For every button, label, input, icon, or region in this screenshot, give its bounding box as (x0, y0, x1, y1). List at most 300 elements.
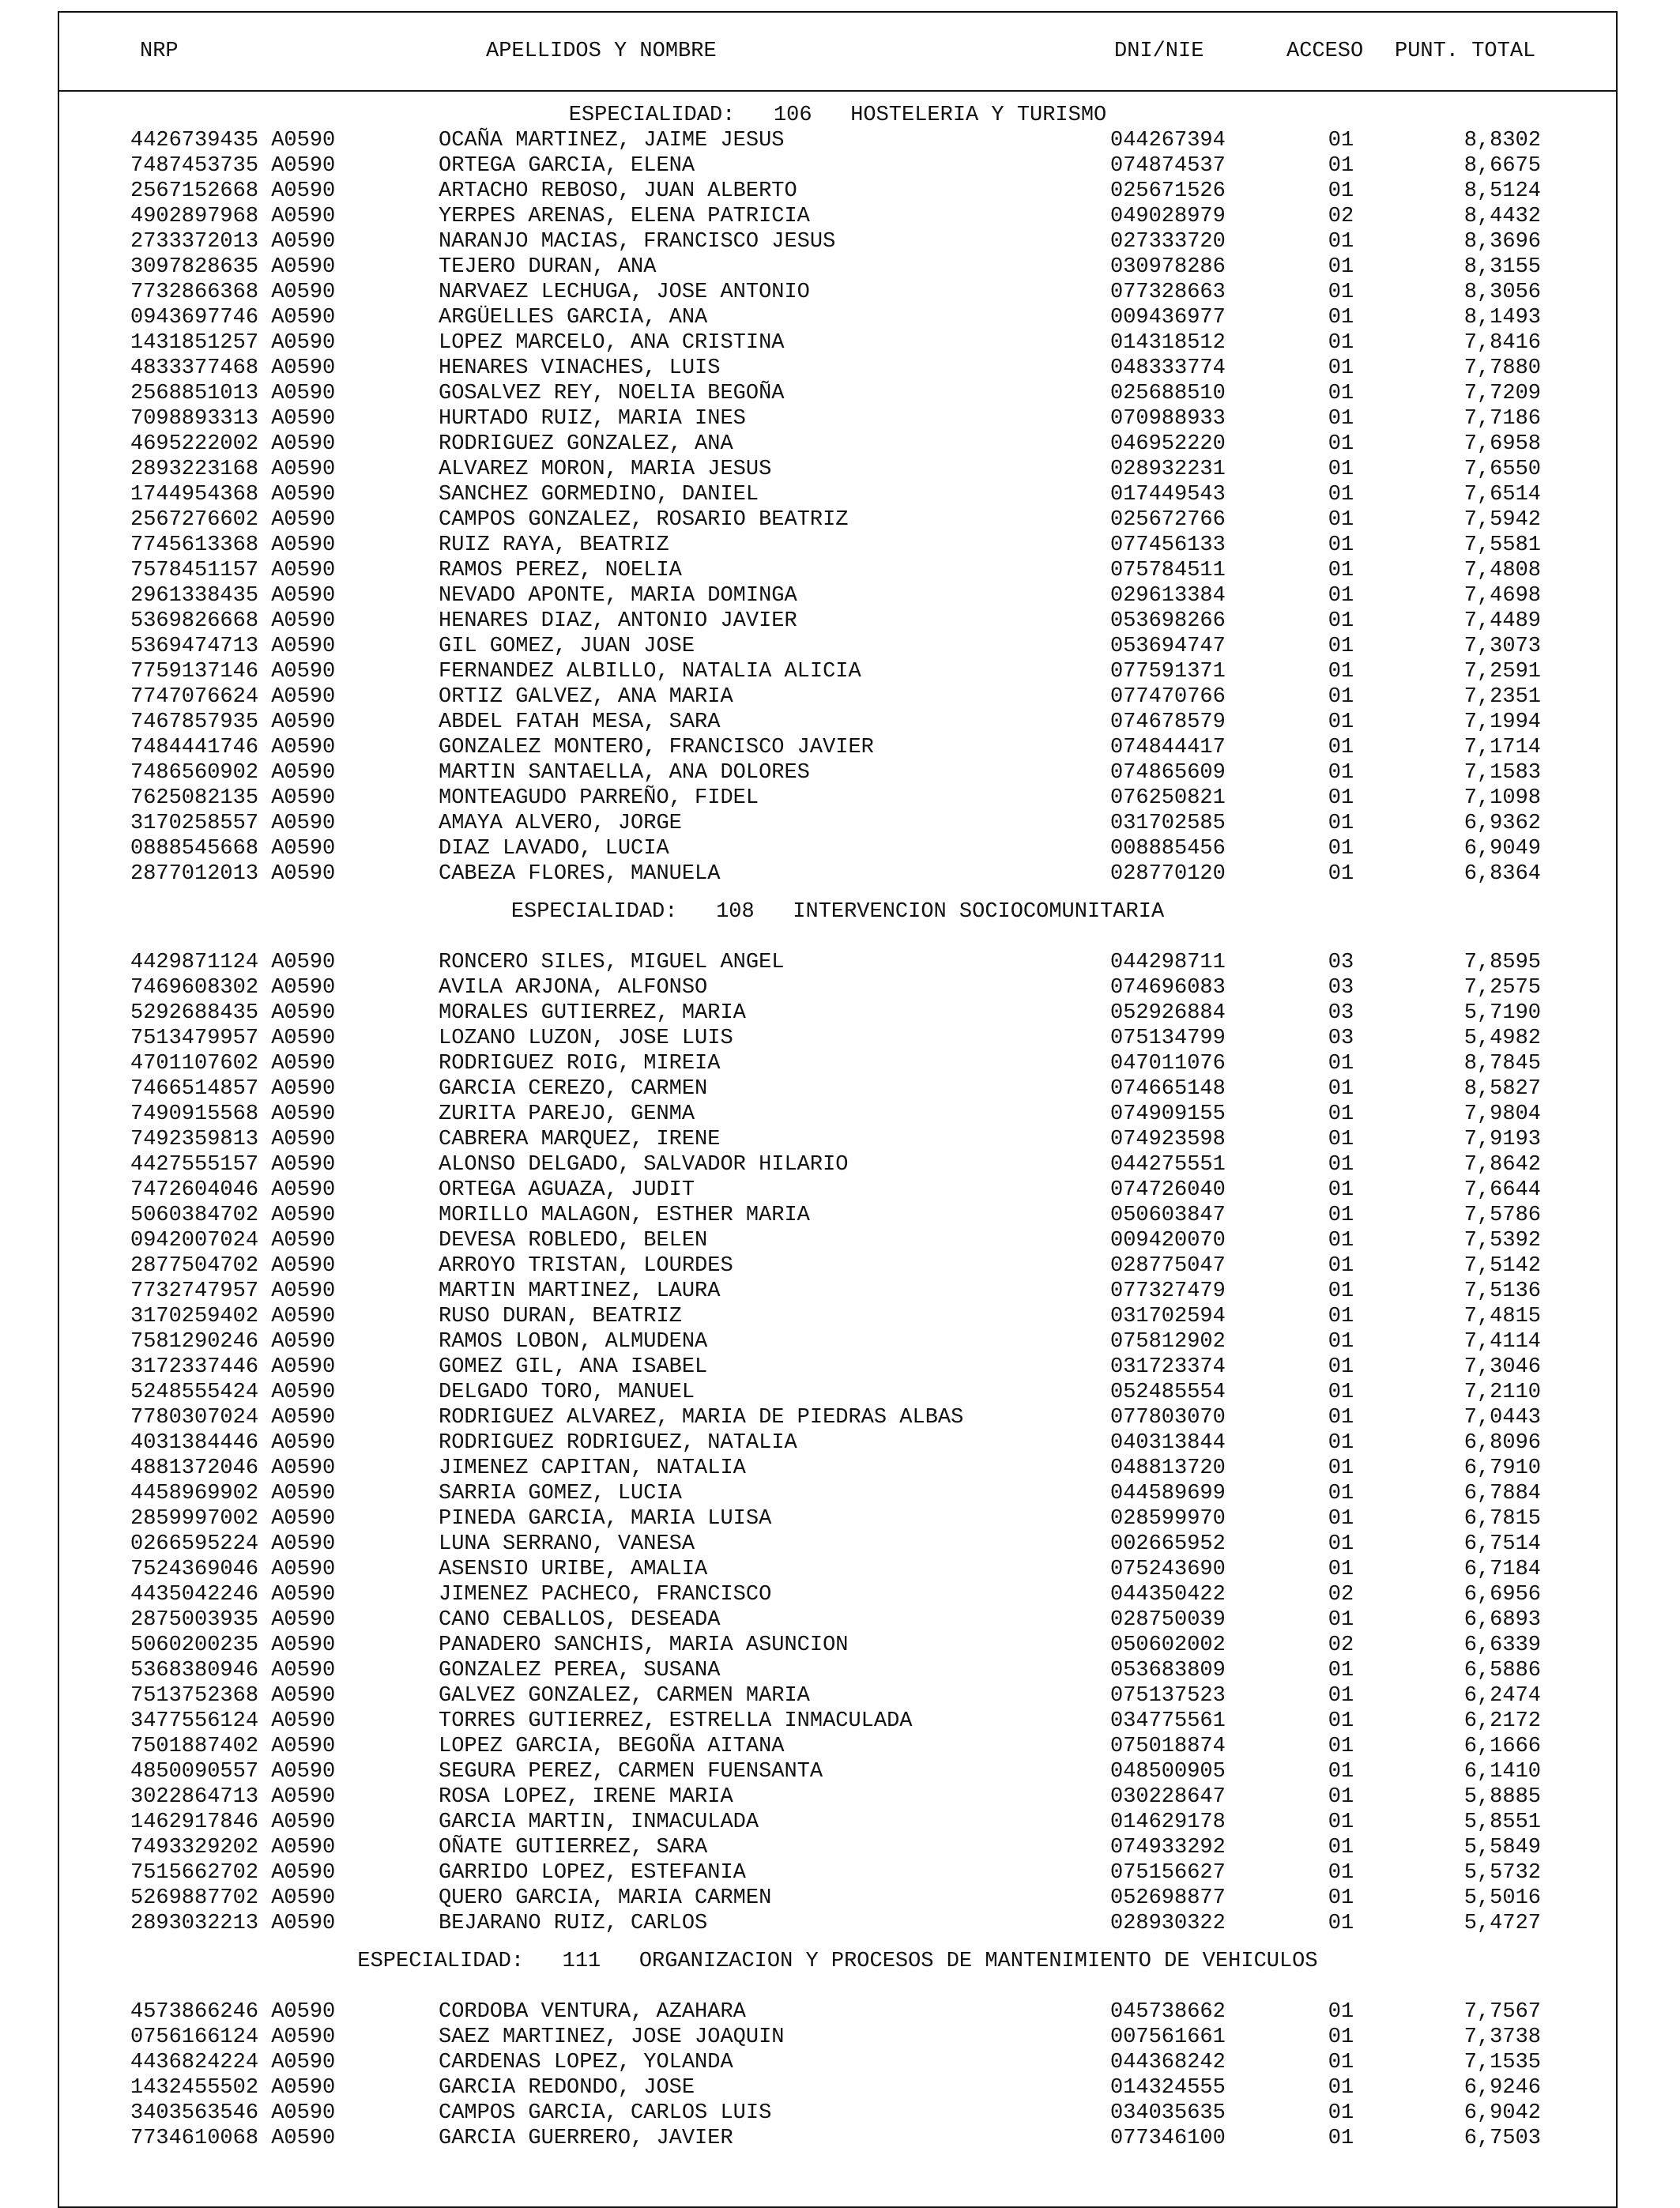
row-access: 01 (1328, 1709, 1354, 1733)
row-dni: 050602002 (1110, 1633, 1226, 1657)
header-score: PUNT. TOTAL (1395, 40, 1536, 63)
row-name: SANCHEZ GORMEDINO, DANIEL (439, 483, 759, 507)
row-dni: 077456133 (1110, 533, 1226, 557)
row-nrp: 2568851013 A0590 (130, 382, 336, 405)
row-nrp: 2567152668 A0590 (130, 179, 336, 203)
row-access: 03 (1328, 1027, 1354, 1050)
table-row (59, 1658, 1616, 1683)
row-score: 6,9042 (1463, 2101, 1541, 2125)
row-name: GARCIA CEREZO, CARMEN (439, 1077, 708, 1101)
row-nrp: 4833377468 A0590 (130, 356, 336, 380)
table-row (59, 457, 1616, 482)
row-access: 01 (1328, 1052, 1354, 1076)
row-dni: 070988933 (1110, 407, 1226, 431)
row-dni: 009436977 (1110, 306, 1226, 330)
row-nrp: 7578451157 A0590 (130, 559, 336, 582)
row-access: 01 (1328, 1659, 1354, 1682)
row-name: JIMENEZ CAPITAN, NATALIA (439, 1456, 746, 1480)
table-row (59, 1203, 1616, 1228)
row-nrp: 2567276602 A0590 (130, 508, 336, 532)
row-name: RUIZ RAYA, BEATRIZ (439, 533, 669, 557)
table-row (59, 507, 1616, 533)
row-access: 01 (1328, 255, 1354, 279)
row-nrp: 4426739435 A0590 (130, 129, 336, 153)
row-access: 01 (1328, 1886, 1354, 1910)
row-dni: 077346100 (1110, 2127, 1226, 2150)
row-score: 5,5849 (1463, 1836, 1541, 1859)
table-row (59, 1860, 1616, 1886)
row-score: 7,8595 (1463, 951, 1541, 974)
table-row (59, 356, 1616, 381)
row-dni: 044589699 (1110, 1482, 1226, 1505)
row-score: 6,8096 (1463, 1431, 1541, 1455)
table-row (59, 558, 1616, 583)
row-name: NARVAEZ LECHUGA, JOSE ANTONIO (439, 281, 810, 304)
row-score: 7,8416 (1463, 331, 1541, 355)
row-nrp: 7493329202 A0590 (130, 1836, 336, 1859)
row-dni: 077591371 (1110, 660, 1226, 684)
row-dni: 052698877 (1110, 1886, 1226, 1910)
table-row (59, 305, 1616, 330)
row-score: 7,9804 (1463, 1102, 1541, 1126)
row-dni: 044350422 (1110, 1583, 1226, 1607)
row-nrp: 3403563546 A0590 (130, 2101, 336, 2125)
row-dni: 014629178 (1110, 1810, 1226, 1834)
row-name: ORTIZ GALVEZ, ANA MARIA (439, 685, 733, 709)
row-name: MORILLO MALAGON, ESTHER MARIA (439, 1204, 810, 1227)
row-dni: 075134799 (1110, 1027, 1226, 1050)
row-name: YERPES ARENAS, ELENA PATRICIA (439, 205, 810, 228)
row-score: 6,1666 (1463, 1735, 1541, 1758)
row-score: 7,1994 (1463, 710, 1541, 734)
row-access: 01 (1328, 2000, 1354, 2024)
row-name: CARDENAS LOPEZ, YOLANDA (439, 2051, 733, 2074)
table-row (59, 1152, 1616, 1177)
row-access: 01 (1328, 635, 1354, 658)
spacer (59, 887, 1616, 899)
table-row (59, 786, 1616, 811)
row-name: ORTEGA GARCIA, ELENA (439, 154, 695, 178)
table-row (59, 2126, 1616, 2151)
row-name: AVILA ARJONA, ALFONSO (439, 976, 708, 1000)
row-score: 7,2575 (1463, 976, 1541, 1000)
row-name: PANADERO SANCHIS, MARIA ASUNCION (439, 1633, 849, 1657)
results-list (59, 92, 1616, 2151)
row-name: RUSO DURAN, BEATRIZ (439, 1305, 682, 1328)
row-score: 7,5942 (1463, 508, 1541, 532)
table-row (59, 1835, 1616, 1860)
table-row (59, 330, 1616, 356)
row-score: 6,6893 (1463, 1608, 1541, 1632)
row-score: 7,4808 (1463, 559, 1541, 582)
row-score: 8,7845 (1463, 1052, 1541, 1076)
row-dni: 048813720 (1110, 1456, 1226, 1480)
table-row (59, 1810, 1616, 1835)
row-dni: 074678579 (1110, 710, 1226, 734)
row-access: 01 (1328, 660, 1354, 684)
row-dni: 053698266 (1110, 609, 1226, 633)
row-nrp: 7472604046 A0590 (130, 1178, 336, 1202)
row-nrp: 7098893313 A0590 (130, 407, 336, 431)
specialty-section (59, 1936, 1616, 2151)
row-dni: 028770120 (1110, 862, 1226, 886)
row-score: 6,7503 (1463, 2127, 1541, 2150)
row-nrp: 4031384446 A0590 (130, 1431, 336, 1455)
row-score: 7,3046 (1463, 1355, 1541, 1379)
row-nrp: 2877504702 A0590 (130, 1254, 336, 1278)
row-nrp: 2893223168 A0590 (130, 458, 336, 481)
row-name: LOPEZ MARCELO, ANA CRISTINA (439, 331, 785, 355)
spacer (59, 1936, 1616, 1949)
row-dni: 028930322 (1110, 1912, 1226, 1935)
row-dni: 046952220 (1110, 432, 1226, 456)
row-nrp: 7625082135 A0590 (130, 786, 336, 810)
row-dni: 074923598 (1110, 1128, 1226, 1151)
row-score: 5,8551 (1463, 1810, 1541, 1834)
row-dni: 075784511 (1110, 559, 1226, 582)
row-score: 7,7186 (1463, 407, 1541, 431)
row-access: 01 (1328, 1431, 1354, 1455)
table-row (59, 1405, 1616, 1430)
table-row (59, 583, 1616, 609)
row-access: 01 (1328, 2051, 1354, 2074)
row-access: 01 (1328, 1532, 1354, 1556)
row-score: 8,3696 (1463, 230, 1541, 254)
table-row (59, 431, 1616, 457)
row-dni: 074874537 (1110, 154, 1226, 178)
header-access: ACCESO (1286, 40, 1364, 63)
table-row (59, 1734, 1616, 1759)
row-name: GALVEZ GONZALEZ, CARMEN MARIA (439, 1684, 810, 1708)
row-nrp: 5369826668 A0590 (130, 609, 336, 633)
table-row (59, 1456, 1616, 1481)
row-name: SAEZ MARTINEZ, JOSE JOAQUIN (439, 2025, 785, 2049)
row-dni: 014318512 (1110, 331, 1226, 355)
row-access: 01 (1328, 356, 1354, 380)
table-row (59, 836, 1616, 861)
row-name: SARRIA GOMEZ, LUCIA (439, 1482, 682, 1505)
row-name: ZURITA PAREJO, GENMA (439, 1102, 695, 1126)
row-access: 01 (1328, 432, 1354, 456)
row-dni: 034035635 (1110, 2101, 1226, 2125)
row-dni: 025671526 (1110, 179, 1226, 203)
row-dni: 028932231 (1110, 458, 1226, 481)
row-dni: 025672766 (1110, 508, 1226, 532)
row-name: ALVAREZ MORON, MARIA JESUS (439, 458, 772, 481)
table-row (59, 760, 1616, 786)
row-name: GARCIA GUERRERO, JAVIER (439, 2127, 733, 2150)
document-frame (58, 11, 1618, 2208)
row-dni: 044368242 (1110, 2051, 1226, 2074)
row-access: 01 (1328, 1608, 1354, 1632)
row-dni: 052485554 (1110, 1381, 1226, 1404)
row-score: 6,7910 (1463, 1456, 1541, 1480)
row-name: RODRIGUEZ ALVAREZ, MARIA DE PIEDRAS ALBAS (439, 1406, 964, 1430)
row-score: 7,7880 (1463, 356, 1541, 380)
row-name: ARROYO TRISTAN, LOURDES (439, 1254, 733, 1278)
row-nrp: 4458969902 A0590 (130, 1482, 336, 1505)
row-score: 7,6958 (1463, 432, 1541, 456)
row-access: 01 (1328, 1912, 1354, 1935)
row-access: 02 (1328, 1583, 1354, 1607)
row-score: 7,1714 (1463, 736, 1541, 759)
table-row (59, 1582, 1616, 1607)
header-name: APELLIDOS Y NOMBRE (486, 40, 717, 63)
row-nrp: 7501887402 A0590 (130, 1735, 336, 1758)
row-dni: 074844417 (1110, 736, 1226, 759)
table-row (59, 179, 1616, 204)
row-dni: 030228647 (1110, 1785, 1226, 1809)
row-name: NEVADO APONTE, MARIA DOMINGA (439, 584, 797, 608)
row-dni: 050603847 (1110, 1204, 1226, 1227)
row-access: 01 (1328, 1760, 1354, 1784)
row-dni: 017449543 (1110, 483, 1226, 507)
row-nrp: 7747076624 A0590 (130, 685, 336, 709)
row-dni: 028599970 (1110, 1507, 1226, 1531)
row-dni: 075018874 (1110, 1735, 1226, 1758)
row-access: 02 (1328, 205, 1354, 228)
row-name: CAMPOS GARCIA, CARLOS LUIS (439, 2101, 772, 2125)
table-row (59, 1506, 1616, 1532)
row-nrp: 4881372046 A0590 (130, 1456, 336, 1480)
table-row (59, 533, 1616, 558)
row-dni: 075156627 (1110, 1861, 1226, 1885)
row-name: HENARES DIAZ, ANTONIO JAVIER (439, 609, 797, 633)
row-dni: 008885456 (1110, 837, 1226, 861)
row-access: 01 (1328, 1456, 1354, 1480)
row-access: 01 (1328, 1735, 1354, 1758)
table-row (59, 1355, 1616, 1380)
row-name: RAMOS PEREZ, NOELIA (439, 559, 682, 582)
row-nrp: 7513479957 A0590 (130, 1027, 336, 1050)
row-dni: 074726040 (1110, 1178, 1226, 1202)
row-score: 8,6675 (1463, 154, 1541, 178)
table-row (59, 735, 1616, 760)
row-dni: 074933292 (1110, 1836, 1226, 1859)
row-nrp: 4701107602 A0590 (130, 1052, 336, 1076)
row-score: 8,5827 (1463, 1077, 1541, 1101)
row-name: MARTIN SANTAELLA, ANA DOLORES (439, 761, 810, 785)
row-dni: 031702585 (1110, 812, 1226, 835)
table-row (59, 1683, 1616, 1709)
row-name: CANO CEBALLOS, DESEADA (439, 1608, 721, 1632)
row-name: GIL GOMEZ, JUAN JOSE (439, 635, 695, 658)
row-score: 6,7184 (1463, 1558, 1541, 1581)
row-nrp: 5369474713 A0590 (130, 635, 336, 658)
row-access: 01 (1328, 1153, 1354, 1177)
row-name: QUERO GARCIA, MARIA CARMEN (439, 1886, 772, 1910)
row-access: 01 (1328, 1355, 1354, 1379)
table-row (59, 634, 1616, 659)
row-dni: 077470766 (1110, 685, 1226, 709)
row-nrp: 7467857935 A0590 (130, 710, 336, 734)
table-row (59, 609, 1616, 634)
row-access: 01 (1328, 382, 1354, 405)
row-name: NARANJO MACIAS, FRANCISCO JESUS (439, 230, 836, 254)
row-nrp: 7487453735 A0590 (130, 154, 336, 178)
row-nrp: 4427555157 A0590 (130, 1153, 336, 1177)
row-dni: 047011076 (1110, 1052, 1226, 1076)
row-access: 01 (1328, 559, 1354, 582)
table-row (59, 1481, 1616, 1506)
row-name: LOPEZ GARCIA, BEGOÑA AITANA (439, 1735, 785, 1758)
row-score: 7,6550 (1463, 458, 1541, 481)
row-name: RODRIGUEZ RODRIGUEZ, NATALIA (439, 1431, 797, 1455)
row-score: 7,8642 (1463, 1153, 1541, 1177)
row-name: GOMEZ GIL, ANA ISABEL (439, 1355, 708, 1379)
row-access: 01 (1328, 2127, 1354, 2150)
table-row (59, 1127, 1616, 1152)
row-name: AMAYA ALVERO, JORGE (439, 812, 682, 835)
row-access: 03 (1328, 976, 1354, 1000)
row-score: 7,6514 (1463, 483, 1541, 507)
table-row (59, 1102, 1616, 1127)
row-score: 7,0443 (1463, 1406, 1541, 1430)
row-dni: 034775561 (1110, 1709, 1226, 1733)
row-score: 7,7567 (1463, 2000, 1541, 2024)
row-access: 01 (1328, 1128, 1354, 1151)
row-nrp: 4850090557 A0590 (130, 1760, 336, 1784)
row-access: 01 (1328, 710, 1354, 734)
row-score: 5,7190 (1463, 1001, 1541, 1025)
row-name: CABRERA MARQUEZ, IRENE (439, 1128, 721, 1151)
row-dni: 045738662 (1110, 2000, 1226, 2024)
row-nrp: 2877012013 A0590 (130, 862, 336, 886)
row-nrp: 7780307024 A0590 (130, 1406, 336, 1430)
row-name: GARCIA MARTIN, INMACULADA (439, 1810, 759, 1834)
table-row (59, 1886, 1616, 1911)
row-nrp: 5248555424 A0590 (130, 1381, 336, 1404)
row-score: 7,4114 (1463, 1330, 1541, 1354)
table-row (59, 1304, 1616, 1329)
row-dni: 076250821 (1110, 786, 1226, 810)
row-dni: 075137523 (1110, 1684, 1226, 1708)
row-score: 7,9193 (1463, 1128, 1541, 1151)
row-nrp: 1744954368 A0590 (130, 483, 336, 507)
row-access: 01 (1328, 281, 1354, 304)
row-score: 8,3056 (1463, 281, 1541, 304)
row-score: 7,5786 (1463, 1204, 1541, 1227)
table-row (59, 1026, 1616, 1051)
row-name: RAMOS LOBON, ALMUDENA (439, 1330, 708, 1354)
row-score: 7,6644 (1463, 1178, 1541, 1202)
row-access: 01 (1328, 1836, 1354, 1859)
row-name: OÑATE GUTIERREZ, SARA (439, 1836, 708, 1859)
table-row (59, 1784, 1616, 1810)
row-score: 8,3155 (1463, 255, 1541, 279)
row-nrp: 7734610068 A0590 (130, 2127, 336, 2150)
row-name: RODRIGUEZ GONZALEZ, ANA (439, 432, 733, 456)
row-access: 01 (1328, 1330, 1354, 1354)
row-name: ALONSO DELGADO, SALVADOR HILARIO (439, 1153, 849, 1177)
row-name: RODRIGUEZ ROIG, MIREIA (439, 1052, 721, 1076)
row-nrp: 7492359813 A0590 (130, 1128, 336, 1151)
row-access: 03 (1328, 1001, 1354, 1025)
header-nrp: NRP (140, 40, 179, 63)
row-access: 01 (1328, 2101, 1354, 2125)
row-nrp: 1462917846 A0590 (130, 1810, 336, 1834)
row-access: 01 (1328, 761, 1354, 785)
row-dni: 077328663 (1110, 281, 1226, 304)
row-nrp: 5269887702 A0590 (130, 1886, 336, 1910)
table-row (59, 1380, 1616, 1405)
row-dni: 074909155 (1110, 1102, 1226, 1126)
row-access: 01 (1328, 154, 1354, 178)
row-score: 8,4432 (1463, 205, 1541, 228)
table-row (59, 204, 1616, 229)
row-nrp: 0942007024 A0590 (130, 1229, 336, 1253)
row-name: TEJERO DURAN, ANA (439, 255, 657, 279)
row-access: 01 (1328, 2025, 1354, 2049)
row-score: 5,4982 (1463, 1027, 1541, 1050)
row-access: 01 (1328, 837, 1354, 861)
row-access: 01 (1328, 685, 1354, 709)
specialty-title: ESPECIALIDAD: 111 ORGANIZACION Y PROCESOS DE MANTENIMIENTO DE VEHICULOS (357, 1950, 1318, 1973)
row-access: 01 (1328, 1204, 1354, 1227)
table-row (59, 950, 1616, 975)
row-name: OCAÑA MARTINEZ, JAIME JESUS (439, 129, 785, 153)
row-access: 01 (1328, 1558, 1354, 1581)
table-row (59, 1329, 1616, 1355)
row-access: 01 (1328, 1684, 1354, 1708)
row-nrp: 2859997002 A0590 (130, 1507, 336, 1531)
table-row (59, 1051, 1616, 1076)
row-access: 01 (1328, 1279, 1354, 1303)
specialty-title: ESPECIALIDAD: 108 INTERVENCION SOCIOCOMUNITARIA (510, 900, 1165, 924)
table-row (59, 229, 1616, 254)
row-dni: 044298711 (1110, 951, 1226, 974)
table-row (59, 1607, 1616, 1633)
row-score: 7,4698 (1463, 584, 1541, 608)
row-access: 01 (1328, 458, 1354, 481)
table-row (59, 1709, 1616, 1734)
row-nrp: 0888545668 A0590 (130, 837, 336, 861)
row-score: 7,7209 (1463, 382, 1541, 405)
row-name: MORALES GUTIERREZ, MARIA (439, 1001, 746, 1025)
row-dni: 074665148 (1110, 1077, 1226, 1101)
row-nrp: 2875003935 A0590 (130, 1608, 336, 1632)
table-row (59, 2075, 1616, 2101)
row-name: RONCERO SILES, MIGUEL ANGEL (439, 951, 785, 974)
row-name: ROSA LOPEZ, IRENE MARIA (439, 1785, 733, 1809)
row-access: 01 (1328, 533, 1354, 557)
row-name: ASENSIO URIBE, AMALIA (439, 1558, 708, 1581)
row-dni: 028750039 (1110, 1608, 1226, 1632)
row-access: 01 (1328, 331, 1354, 355)
row-name: CAMPOS GONZALEZ, ROSARIO BEATRIZ (439, 508, 849, 532)
row-name: HURTADO RUIZ, MARIA INES (439, 407, 746, 431)
row-access: 01 (1328, 1102, 1354, 1126)
row-access: 01 (1328, 1305, 1354, 1328)
row-access: 01 (1328, 1254, 1354, 1278)
row-access: 01 (1328, 1077, 1354, 1101)
row-name: PINEDA GARCIA, MARIA LUISA (439, 1507, 772, 1531)
row-access: 01 (1328, 1482, 1354, 1505)
row-score: 6,1410 (1463, 1760, 1541, 1784)
row-score: 5,5732 (1463, 1861, 1541, 1885)
row-score: 6,9362 (1463, 812, 1541, 835)
row-nrp: 2733372013 A0590 (130, 230, 336, 254)
table-row (59, 975, 1616, 1000)
row-nrp: 7759137146 A0590 (130, 660, 336, 684)
table-row (59, 2050, 1616, 2075)
row-dni: 049028979 (1110, 205, 1226, 228)
row-score: 7,1535 (1463, 2051, 1541, 2074)
row-score: 6,2172 (1463, 1709, 1541, 1733)
row-nrp: 4435042246 A0590 (130, 1583, 336, 1607)
row-dni: 025688510 (1110, 382, 1226, 405)
row-nrp: 7466514857 A0590 (130, 1077, 336, 1101)
